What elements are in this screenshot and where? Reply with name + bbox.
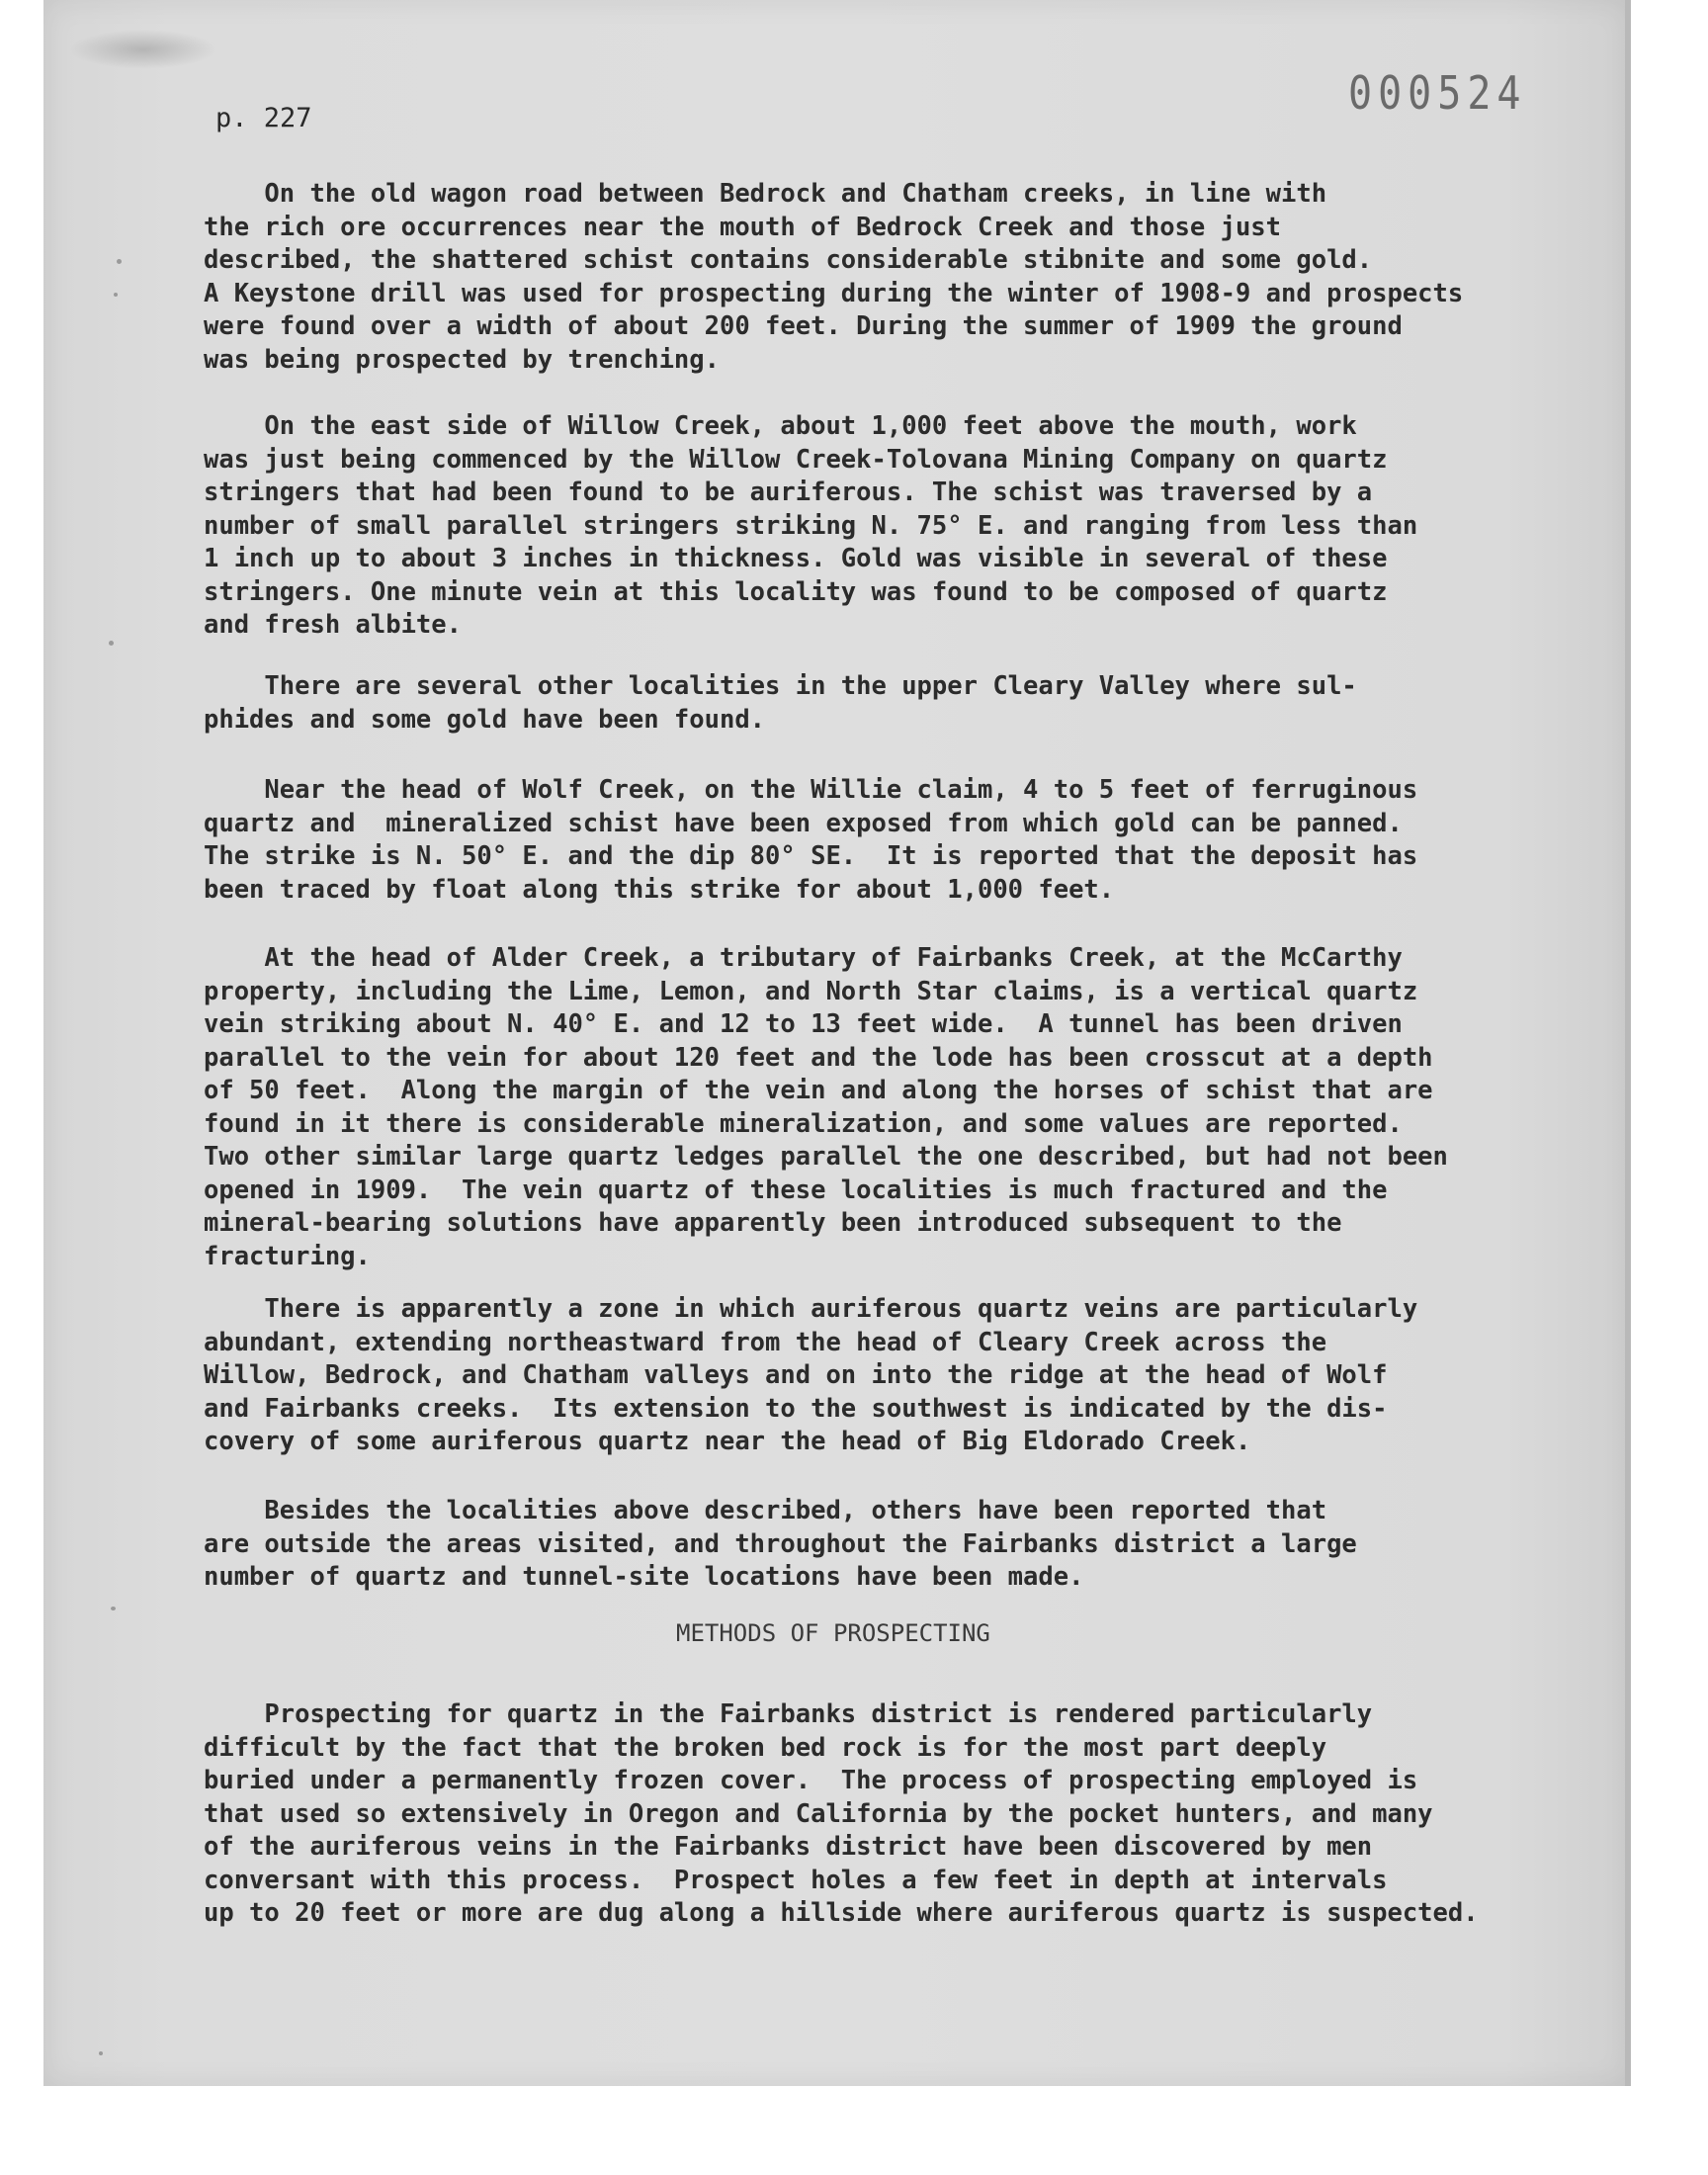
document-number-stamp: 000524 bbox=[1348, 67, 1527, 121]
text-line: stringers. One minute vein at this locality was found to be composed of quartz bbox=[204, 576, 1388, 607]
page-number: p. 227 bbox=[215, 103, 312, 133]
scan-smudge bbox=[69, 30, 217, 69]
text-line: On the east side of Willow Creek, about 1,000 feet above the mouth, work bbox=[204, 411, 1357, 441]
text-line: stringers that had been found to be auriferous. The schist was traversed by a bbox=[204, 478, 1373, 507]
paragraph-2 bbox=[204, 410, 1597, 643]
text-line: Willow, Bedrock, and Chatham valleys and on into the ridge at the head of Wolf bbox=[204, 1360, 1388, 1390]
text-line: number of small parallel stringers striking N. 75° E. and ranging from less than bbox=[204, 510, 1418, 541]
paragraph-1 bbox=[204, 178, 1597, 377]
text-line: of 50 feet. Along the margin of the vein and along the horses of schist that are bbox=[204, 1076, 1433, 1105]
scan-speck bbox=[99, 2051, 103, 2055]
text-line: 1 inch up to about 3 inches in thickness. Gold was visible in several of these bbox=[204, 544, 1388, 573]
text-line: On the old wagon road between Bedrock and Chatham creeks, in line with bbox=[204, 179, 1327, 209]
text-line: that used so extensively in Oregon and California by the pocket hunters, and many bbox=[204, 1798, 1433, 1829]
scan-speck bbox=[109, 641, 114, 646]
paragraph-4 bbox=[204, 774, 1597, 907]
text-line: phides and some gold have been found. bbox=[204, 704, 766, 735]
text-line: abundant, extending northeastward from the head of Cleary Creek across the bbox=[204, 1327, 1327, 1357]
text-line: There are several other localities in the upper Cleary Valley where sul- bbox=[204, 671, 1357, 701]
text-line: conversant with this process. Prospect holes a few feet in depth at intervals bbox=[204, 1865, 1388, 1895]
text-line: mineral-bearing solutions have apparently been introduced subsequent to the bbox=[204, 1208, 1342, 1238]
paragraph-3 bbox=[204, 670, 1597, 737]
text-line: opened in 1909. The vein quartz of these localities is much fractured and the bbox=[204, 1174, 1388, 1205]
text-line: found in it there is considerable mineralization, and some values are reported. bbox=[204, 1108, 1403, 1139]
text-line: Prospecting for quartz in the Fairbanks district is rendered particularly bbox=[204, 1699, 1373, 1729]
text-line: Near the head of Wolf Creek, on the Willie claim, 4 to 5 feet of ferruginous bbox=[204, 775, 1418, 805]
text-line: the rich ore occurrences near the mouth of Bedrock Creek and those just bbox=[204, 212, 1282, 242]
paragraph-5 bbox=[204, 942, 1597, 1273]
text-line: up to 20 feet or more are dug along a hillside where auriferous quartz is suspected. bbox=[204, 1898, 1479, 1928]
text-line: and fresh albite. bbox=[204, 610, 462, 640]
text-line: A Keystone drill was used for prospecting during the winter of 1908-9 and prospects bbox=[204, 278, 1464, 308]
text-line: quartz and mineralized schist have been exposed from which gold can be panned. bbox=[204, 808, 1403, 838]
scan-speck bbox=[111, 1607, 116, 1610]
text-line: been traced by float along this strike for about 1,000 feet. bbox=[204, 874, 1115, 905]
text-line: There is apparently a zone in which auriferous quartz veins are particularly bbox=[204, 1294, 1418, 1324]
page-edge bbox=[1625, 0, 1631, 2086]
text-line: The strike is N. 50° E. and the dip 80° SE. It is reported that the deposit has bbox=[204, 841, 1418, 871]
text-line: Besides the localities above described, others have been reported that bbox=[204, 1496, 1327, 1525]
text-line: parallel to the vein for about 120 feet and the lode has been crosscut at a depth bbox=[204, 1042, 1433, 1073]
text-line: Two other similar large quartz ledges parallel the one described, but had not been bbox=[204, 1142, 1448, 1172]
text-line: described, the shattered schist contains considerable stibnite and some gold. bbox=[204, 245, 1373, 275]
text-line: was just being commenced by the Willow Creek-Tolovana Mining Company on quartz bbox=[204, 444, 1388, 475]
section-heading: METHODS OF PROSPECTING bbox=[676, 1619, 990, 1647]
text-line: property, including the Lime, Lemon, and North Star claims, is a vertical quartz bbox=[204, 976, 1418, 1006]
scan-speck bbox=[117, 259, 122, 264]
text-line: and Fairbanks creeks. Its extension to the southwest is indicated by the dis- bbox=[204, 1393, 1388, 1424]
text-line: vein striking about N. 40° E. and 12 to 13 feet wide. A tunnel has been driven bbox=[204, 1009, 1403, 1039]
text-line: buried under a permanently frozen cover. The process of prospecting employed is bbox=[204, 1766, 1418, 1795]
paragraph-6 bbox=[204, 1293, 1597, 1459]
text-line: are outside the areas visited, and throughout the Fairbanks district a large bbox=[204, 1528, 1357, 1559]
text-line: difficult by the fact that the broken bed rock is for the most part deeply bbox=[204, 1732, 1327, 1763]
text-line: number of quartz and tunnel-site locations have been made. bbox=[204, 1562, 1084, 1592]
text-line: At the head of Alder Creek, a tributary of Fairbanks Creek, at the McCarthy bbox=[204, 943, 1403, 973]
text-line: covery of some auriferous quartz near the head of Big Eldorado Creek. bbox=[204, 1427, 1251, 1456]
text-line: fracturing. bbox=[204, 1241, 371, 1271]
text-line: were found over a width of about 200 feet. During the summer of 1909 the ground bbox=[204, 311, 1403, 341]
text-line: of the auriferous veins in the Fairbanks district have been discovered by men bbox=[204, 1832, 1373, 1862]
paragraph-7 bbox=[204, 1495, 1597, 1595]
scan-speck bbox=[114, 293, 118, 297]
text-line: was being prospected by trenching. bbox=[204, 344, 720, 375]
paragraph-8 bbox=[204, 1698, 1597, 1931]
